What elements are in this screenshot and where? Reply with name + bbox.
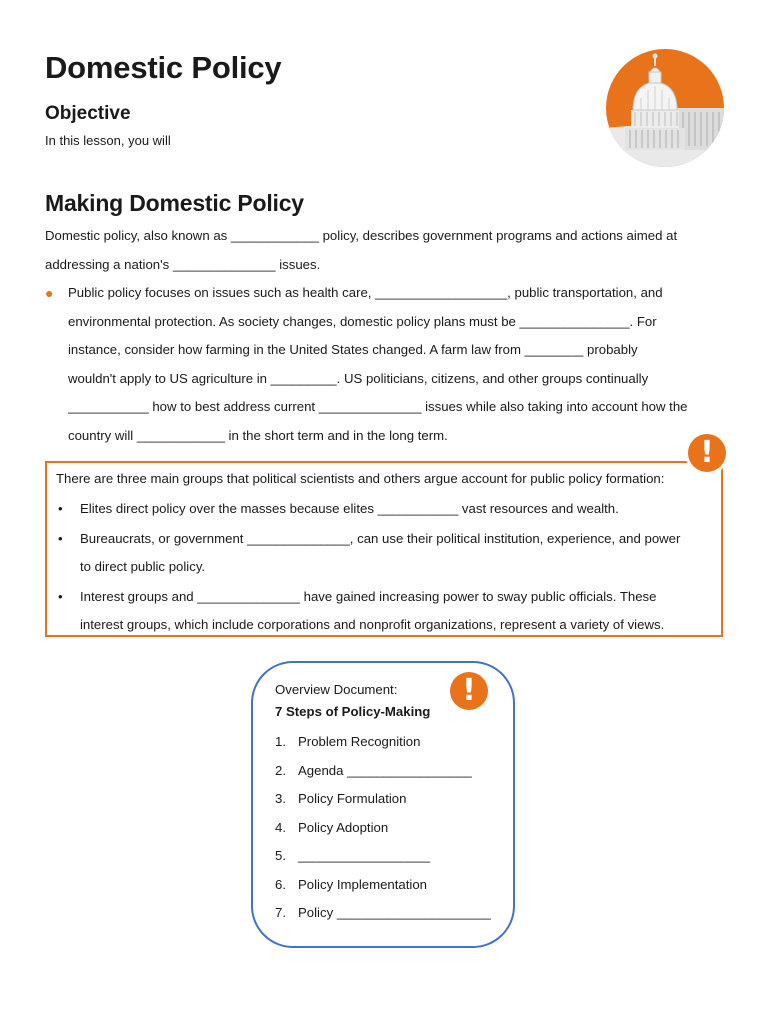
- overview-title: 7 Steps of Policy-Making: [275, 704, 431, 719]
- paragraph-line-2: addressing a nation's ______________ issues.: [45, 256, 321, 272]
- bullet-line-5: ___________ how to best address current ______________ issues while also taking into account how the: [68, 399, 688, 414]
- list-item: [56, 495, 716, 524]
- bullet-text: [68, 279, 725, 450]
- bullet-dot-icon: •: [58, 501, 63, 516]
- objective-text: In this lesson, you will: [45, 133, 171, 148]
- bullet-line-4: wouldn't apply to US agriculture in _________. US politicians, citizens, and other groups continually: [68, 370, 649, 386]
- overview-label: Overview Document:: [275, 682, 398, 697]
- bullet-line-6: country will ____________ in the short term and in the long term.: [68, 427, 448, 443]
- exclamation-icon: !: [688, 434, 726, 472]
- policy-steps-list: [275, 728, 491, 928]
- bullet-line-1: Public policy focuses on issues such as health care, __________________, public transportation, and: [68, 285, 663, 300]
- list-item: 1. Problem Recognition: [275, 734, 421, 749]
- list-item: [56, 525, 716, 582]
- page-title: Domestic Policy: [45, 50, 282, 85]
- callout-item-2-line-1: Bureaucrats, or government ______________, can use their political institution, experience, and power: [80, 530, 681, 546]
- list-item: 2. Agenda _________________: [275, 762, 472, 778]
- list-item: 3. Policy Formulation: [275, 791, 407, 806]
- callout-item-2-line-2: to direct public policy.: [80, 559, 206, 574]
- list-item: 4. Policy Adoption: [275, 819, 389, 835]
- policy-groups-list: [56, 495, 716, 641]
- bullet-line-3: instance, consider how farming in the United States changed. A farm law from ________ probably: [68, 342, 638, 357]
- list-item: [56, 583, 716, 640]
- bullet-item: [45, 279, 725, 450]
- section-title: Making Domestic Policy: [45, 190, 304, 216]
- exclamation-icon: !: [450, 672, 488, 710]
- list-item: 5. __________________: [275, 848, 431, 863]
- paragraph-line-1: Domestic policy, also known as ____________ policy, describes government programs and actions aimed at: [45, 228, 678, 243]
- bullet-line-2: environmental protection. As society changes, domestic policy plans must be _______________. For: [68, 313, 657, 329]
- list-item: 7. Policy _____________________: [275, 905, 491, 920]
- bullet-dot-icon: •: [58, 530, 63, 546]
- callout-item-3-line-2: interest groups, which include corporations and nonprofit organizations, represent a variety of views.: [80, 617, 665, 632]
- callout-item-1-line-1: Elites direct policy over the masses because elites ___________ vast resources and wealth.: [80, 501, 619, 516]
- intro-paragraph: [45, 222, 725, 279]
- callout-intro: There are three main groups that political scientists and others argue account for public policy formation:: [56, 471, 665, 486]
- callout-item-3-line-1: Interest groups and ______________ have gained increasing power to sway public officials. These: [80, 588, 657, 604]
- policy-groups-callout: [45, 461, 723, 637]
- list-item: 6. Policy Implementation: [275, 876, 428, 892]
- capitol-dome-icon: [605, 48, 725, 168]
- bullet-dot-icon: ●: [45, 285, 54, 301]
- bullet-dot-icon: •: [58, 588, 63, 604]
- objective-heading: Objective: [45, 103, 131, 124]
